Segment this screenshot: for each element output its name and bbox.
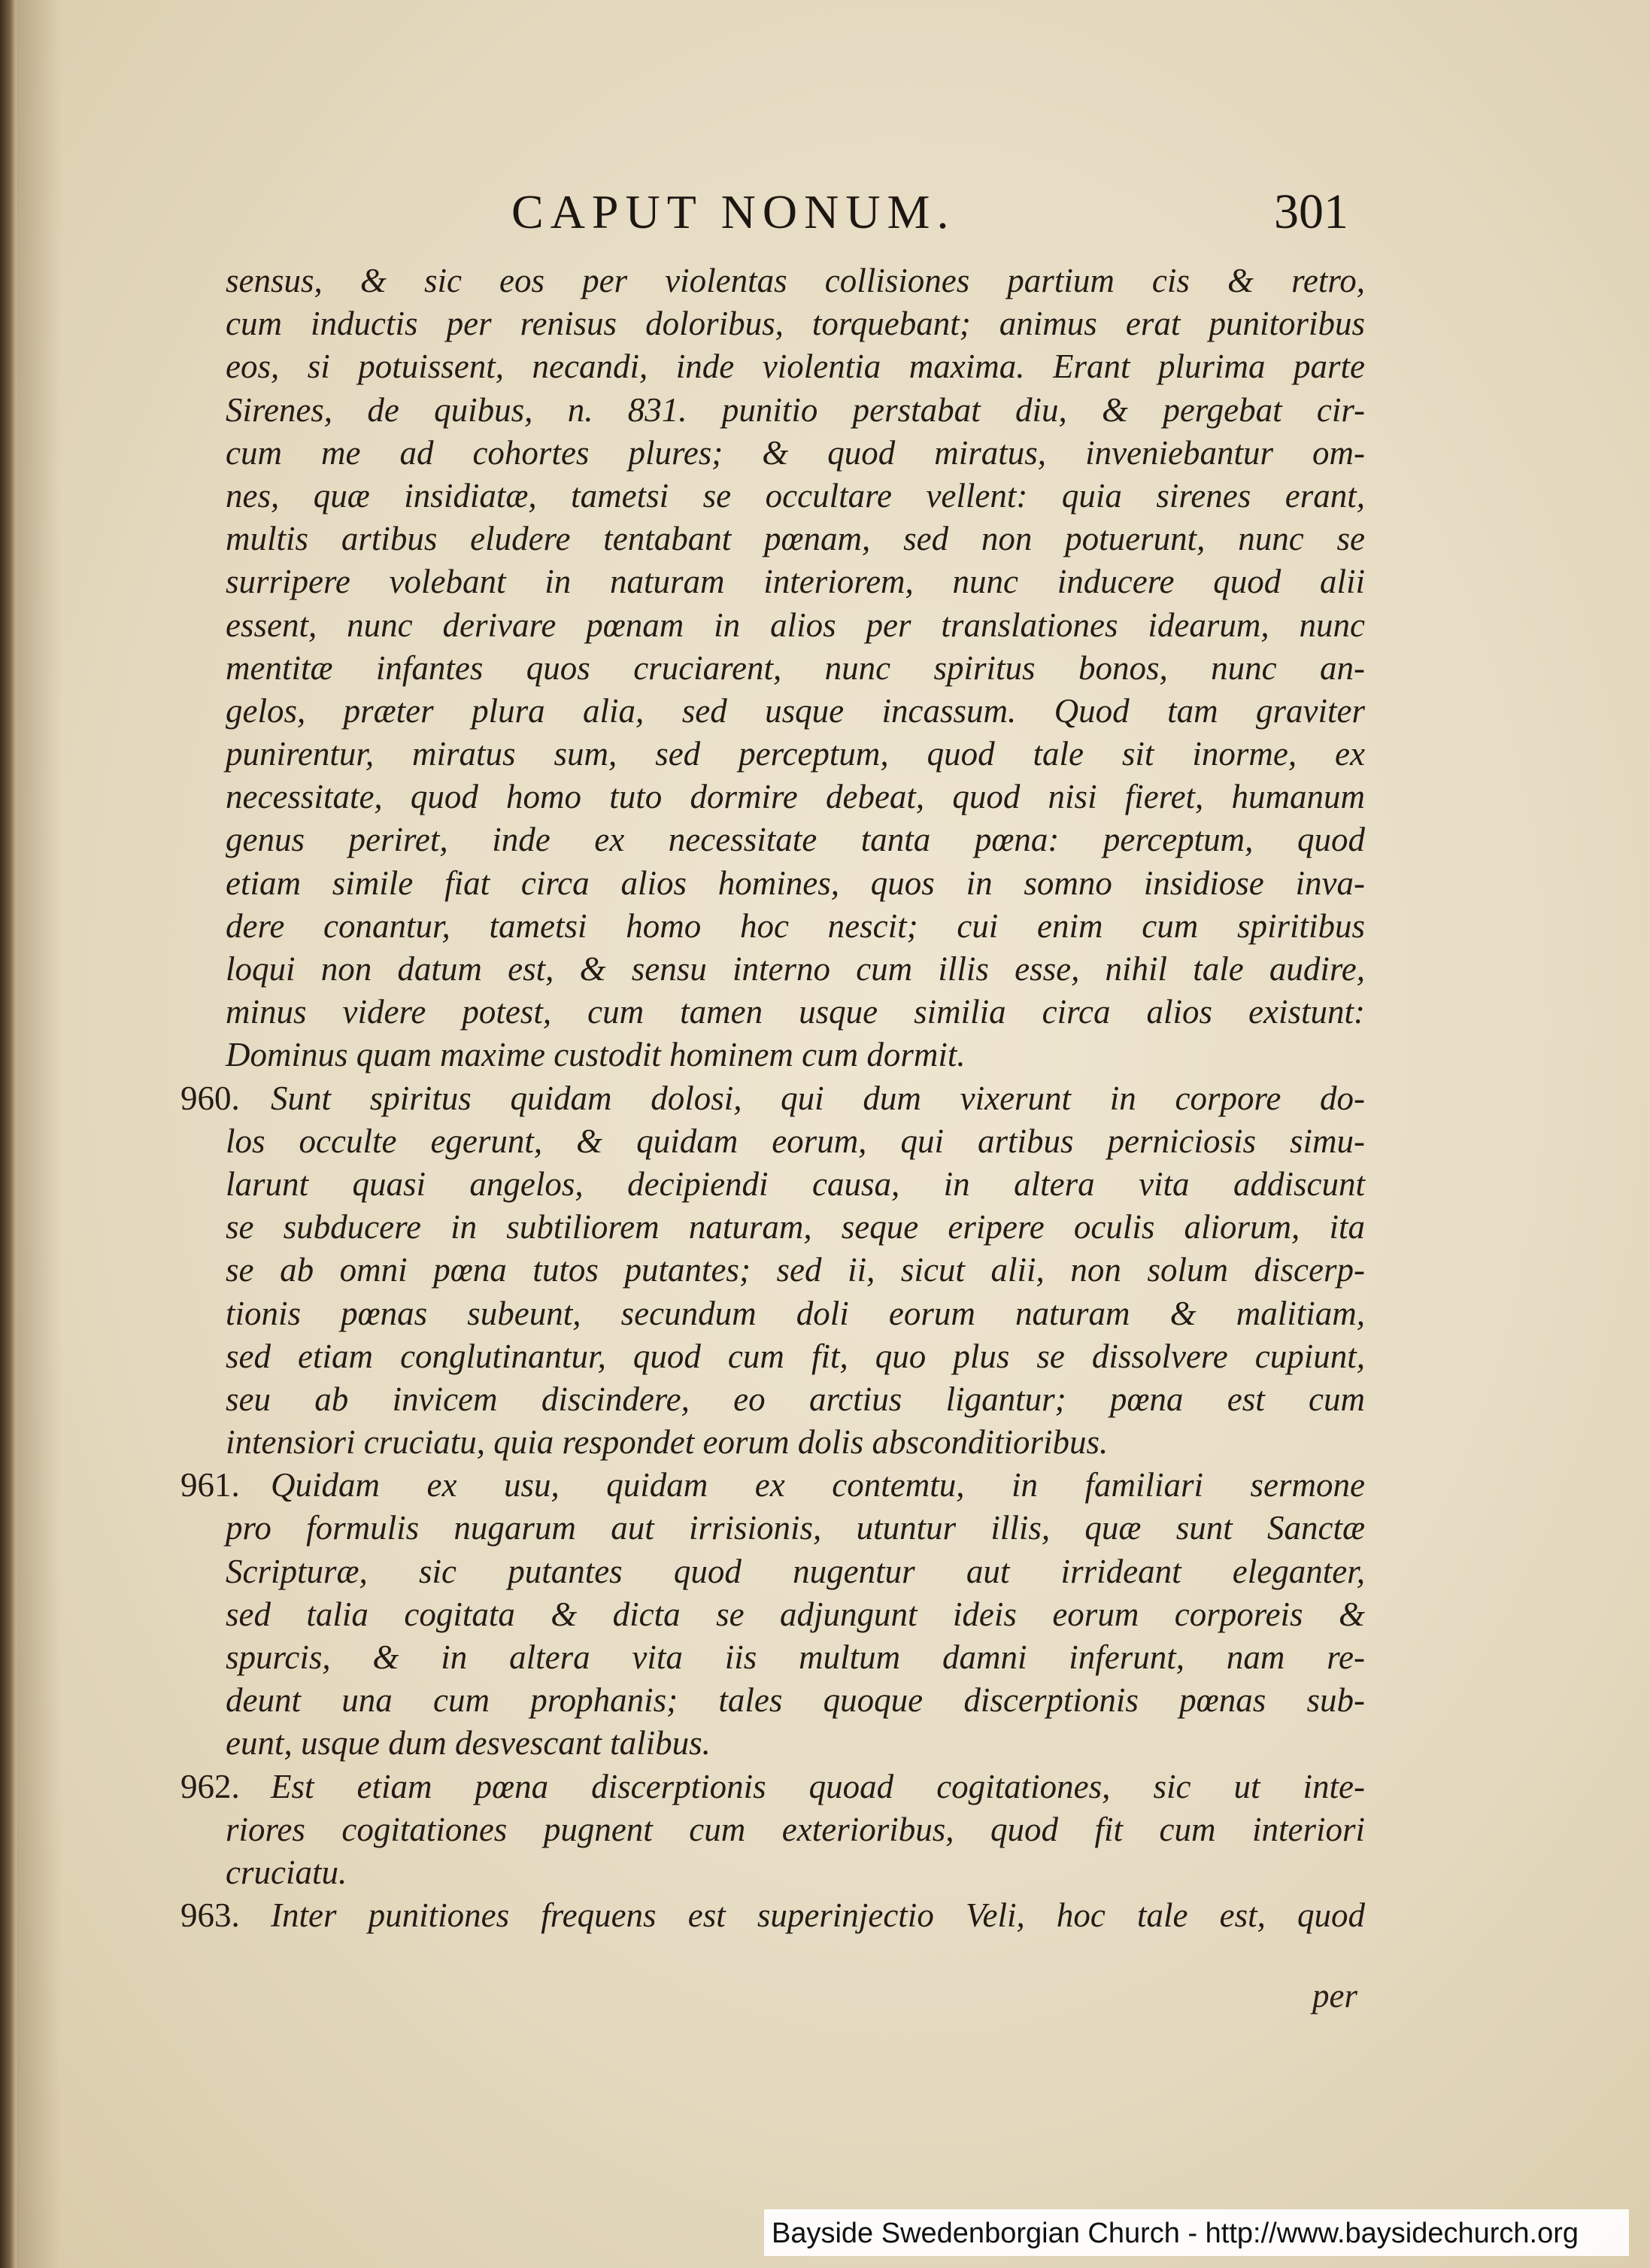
- paragraph-line: spurcis, & in altera vita iis multum damni inferunt, nam re-: [226, 1638, 1365, 1676]
- paragraph-line: pro formulis nugarum aut irrisionis, utuntur illis, quæ sunt Sanctæ: [226, 1509, 1365, 1547]
- paragraph-line: sed etiam conglutinantur, quod cum fit, quo plus se dissolvere cupiunt,: [226, 1337, 1365, 1375]
- paragraph-line: se ab omni pœna tutos putantes; sed ii, sicut alii, non solum discerp-: [226, 1251, 1365, 1289]
- text-line: multis artibus eludere tentabant pœnam, sed non potuerunt, nunc se: [226, 520, 1365, 558]
- paragraph-text: Quidam ex usu, quidam ex contemtu, in familiari sermone: [271, 1466, 1365, 1504]
- text-line: punirentur, miratus sum, sed perceptum, quod tale sit inorme, ex: [226, 735, 1365, 773]
- text-line: eos, si potuissent, necandi, inde violentia maxima. Erant plurima parte: [226, 348, 1365, 386]
- watermark-text: Bayside Swedenborgian Church - http://www.baysidechurch.org: [772, 2218, 1579, 2249]
- paragraph-line: [180, 1894, 1365, 1937]
- text-line: gelos, præter plura alia, sed usque incassum. Quod tam graviter: [226, 691, 1365, 730]
- paragraph-line: Scripturæ, sic putantes quod nugentur aut irrideant eleganter,: [226, 1552, 1365, 1590]
- text-line: Dominus quam maxime custodit hominem cum dormit.: [226, 1036, 966, 1074]
- paragraph-text: Inter punitiones frequens est superinjectio Veli, hoc tale est, quod: [271, 1896, 1365, 1935]
- paragraph-line: larunt quasi angelos, decipiendi causa, in altera vita addiscunt: [226, 1164, 1365, 1203]
- text-line: genus periret, inde ex necessitate tanta pœna: perceptum, quod: [226, 821, 1365, 859]
- text-line: dere conantur, tametsi homo hoc nescit; cui enim cum spiritibus: [226, 906, 1365, 945]
- paragraph-line: sed talia cogitata & dicta se adjungunt ideis eorum corporeis &: [226, 1595, 1365, 1633]
- text-line: mentitæ infantes quos cruciarent, nunc spiritus bonos, nunc an-: [226, 648, 1365, 687]
- paragraph-number: 961.: [180, 1466, 240, 1504]
- paragraph-line: cruciatu.: [226, 1853, 347, 1891]
- text-line: minus videre potest, cum tamen usque similia circa alios existunt:: [226, 993, 1365, 1031]
- paragraph-number: 963.: [180, 1896, 240, 1935]
- paragraph-line: [180, 1077, 1365, 1120]
- book-spine: [0, 0, 17, 2268]
- text-line: cum me ad cohortes plures; & quod miratus, inveniebantur om-: [226, 433, 1365, 472]
- paragraph-line: se subducere in subtiliorem naturam, seque eripere oculis aliorum, ita: [226, 1208, 1365, 1246]
- paragraph-text: Est etiam pœna discerptionis quoad cogitationes, sic ut inte-: [271, 1767, 1365, 1805]
- paragraph-line: tionis pœnas subeunt, secundum doli eorum naturam & malitiam,: [226, 1294, 1365, 1332]
- paragraph-line: los occulte egerunt, & quidam eorum, qui artibus perniciosis simu-: [226, 1122, 1365, 1160]
- text-line: necessitate, quod homo tuto dormire debeat, quod nisi fieret, humanum: [226, 778, 1365, 816]
- paragraph-text: Sunt spiritus quidam dolosi, qui dum vixerunt in corpore do-: [271, 1079, 1365, 1117]
- paragraph-line: eunt, usque dum desvescant talibus.: [226, 1724, 711, 1762]
- paragraph-line: intensiori cruciatu, quia respondet eorum dolis absconditioribus.: [226, 1423, 1109, 1462]
- page-header: [0, 182, 1650, 242]
- paragraph-number: 962.: [180, 1767, 240, 1805]
- paragraph-line: seu ab invicem discindere, eo arctius ligantur; pœna est cum: [226, 1380, 1365, 1418]
- text-block: [180, 260, 1365, 1937]
- text-line: sensus, & sic eos per violentas collisiones partium cis & retro,: [226, 262, 1365, 299]
- paragraph-line: [180, 1464, 1365, 1507]
- paragraph-line: [180, 1766, 1365, 1808]
- text-line: Sirenes, de quibus, n. 831. punitio perstabat diu, & pergebat cir-: [226, 390, 1365, 429]
- text-line: loqui non datum est, & sensu interno cum illis esse, nihil tale audire,: [226, 950, 1365, 988]
- paragraph-number: 960.: [180, 1079, 240, 1117]
- page-number: 301: [1274, 184, 1348, 239]
- catchword: per: [1312, 1977, 1357, 2014]
- running-head: CAPUT NONUM.: [511, 185, 956, 238]
- text-line: essent, nunc derivare pœnam in alios per translationes idearum, nunc: [226, 606, 1365, 644]
- paragraph-line: deunt una cum prophanis; tales quoque discerptionis pœnas sub-: [226, 1681, 1365, 1720]
- paragraph-line: riores cogitationes pugnent cum exterioribus, quod fit cum interiori: [226, 1810, 1365, 1848]
- text-line: cum inductis per renisus doloribus, torquebant; animus erat punitoribus: [226, 305, 1365, 343]
- text-line: surripere volebant in naturam interiorem, nunc inducere quod alii: [226, 563, 1365, 601]
- text-line: nes, quæ insidiatæ, tametsi se occultare vellent: quia sirenes erant,: [226, 476, 1365, 515]
- text-line: etiam simile fiat circa alios homines, quos in somno insidiose inva-: [226, 864, 1365, 902]
- spine-shadow: [17, 0, 62, 2268]
